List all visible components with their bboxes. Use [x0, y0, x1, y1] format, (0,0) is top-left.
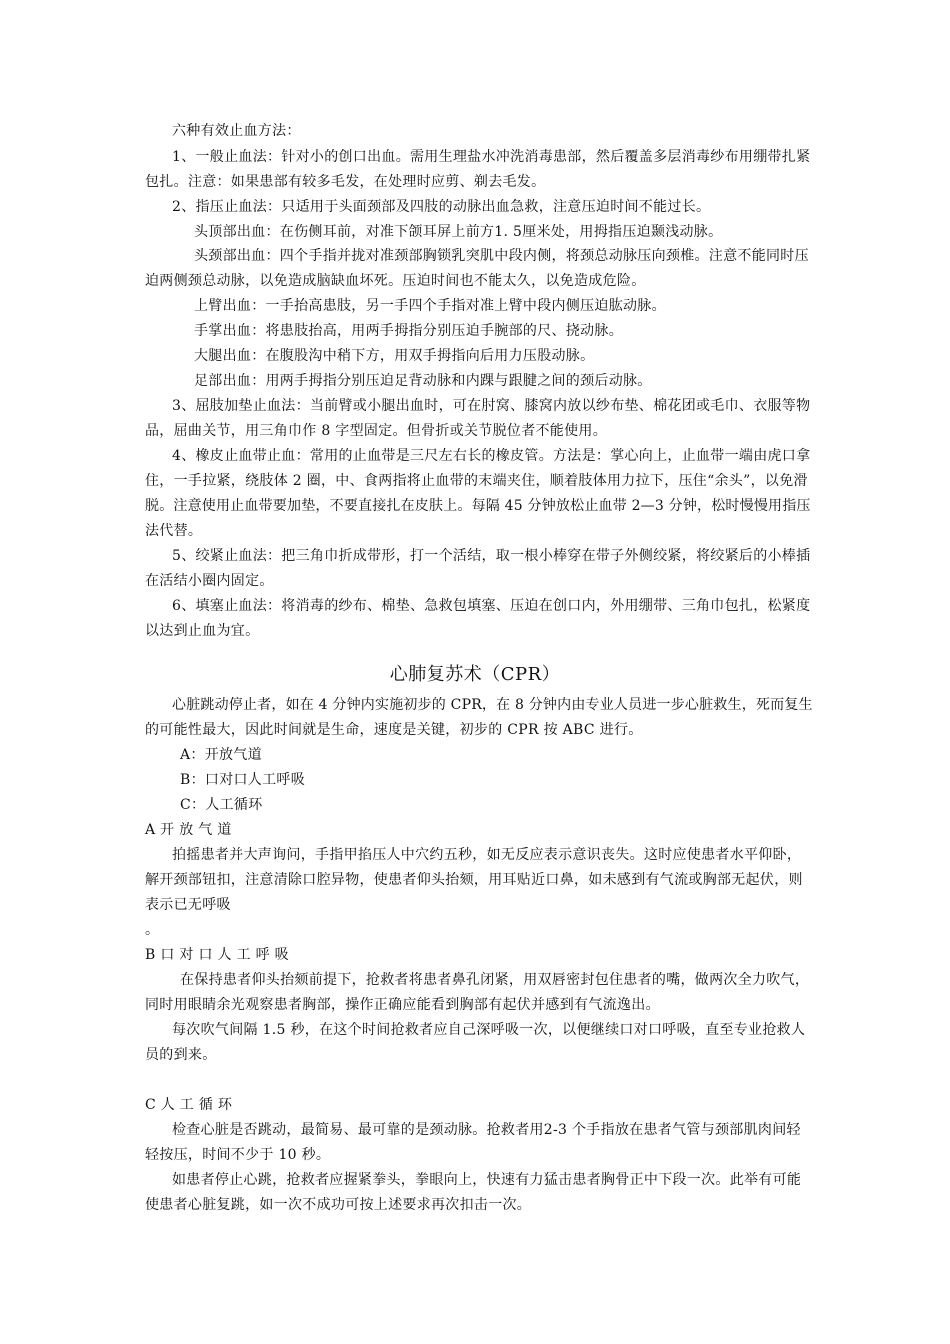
section-c-line-4: 使患者心脏复跳，如一次不成功可按上述要求再次扣击一次。 — [145, 1197, 532, 1213]
section-b-line-4: 员的到来。 — [145, 1047, 217, 1063]
cpr-list-b: B：口对口人工呼吸 — [180, 772, 305, 788]
section-a-line-3: 表示已无呼吸 — [145, 897, 231, 913]
hemostasis-heading: 六种有效止血方法： — [172, 123, 301, 139]
palm-bleeding: 手掌出血：将患肢抬高，用两手拇指分别压迫手腕部的尺、挠动脉。 — [194, 323, 623, 339]
section-b-line-1: 在保持患者仰头抬颏前提下，抢救者将患者鼻孔闭紧，用双唇密封包住患者的嘴，做两次全力吹气， — [180, 972, 810, 988]
cpr-intro-line-1: 心脏跳动停止者，如在 4 分钟内实施初步的 CPR，在 8 分钟内由专业人员进一步心脏救生，死而复生 — [172, 697, 813, 713]
method-1-line-2: 包扎。注意：如果患部有较多毛发，在处理时应剪、剃去毛发。 — [145, 174, 546, 190]
method-2-line: 2、指压止血法：只适用于头面颈部及四肢的动脉出血急救，注意压迫时间不能过长。 — [172, 199, 711, 215]
section-b-line-3: 每次吹气间隔 1.5 秒，在这个时间抢救者应自己深呼吸一次，以便继续口对口呼吸，直至专业抢救人 — [172, 1022, 806, 1038]
thigh-bleeding: 大腿出血：在腹股沟中稍下方，用双手拇指向后用力压股动脉。 — [194, 348, 595, 364]
section-a-line-2: 解开颈部钮扣，注意清除口腔异物，使患者仰头抬颏，用耳贴近口鼻，如未感到有气流或胸部无起伏，则 — [145, 872, 803, 888]
section-a-heading: A 开 放 气 道 — [145, 822, 232, 838]
method-4-line-4: 法代替。 — [145, 523, 203, 539]
section-c-line-2: 轻按压，时间不少于 10 秒。 — [145, 1147, 331, 1163]
method-3-line-2: 品，屈曲关节，用三角巾作 8 字型固定。但骨折或关节脱位者不能使用。 — [145, 423, 608, 439]
method-4-line-2: 住，一手拉紧，绕肢体 2 圈，中、食两指将止血带的末端夹住，顺着肢体用力拉下，压住“余头”，以免滑 — [145, 473, 808, 489]
foot-bleeding: 足部出血：用两手拇指分别压迫足背动脉和内踝与跟腱之间的颈后动脉。 — [194, 373, 652, 389]
method-4-line-3: 脱。注意使用止血带要加垫，不要直接扎在皮肤上。每隔 45 分钟放松止血带 2—3 分钟，松时慢慢用指压 — [145, 498, 811, 514]
method-5-line-1: 5、绞紧止血法：把三角巾折成带形，打一个活结，取一根小棒穿在带子外侧绞紧，将绞紧后的小棒插 — [172, 548, 811, 564]
method-6-line-2: 以达到止血为宜。 — [145, 623, 260, 639]
method-3-line-1: 3、屈肢加垫止血法：当前臂或小腿出血时，可在肘窝、膝窝内放以纱布垫、棉花团或毛巾、衣服等物 — [172, 398, 811, 414]
upper-arm-bleeding: 上臂出血：一手抬高患肢，另一手四个手指对准上臂中段内侧压迫肱动脉。 — [194, 298, 666, 314]
head-neck-bleeding-line-2: 迫两侧颈总动脉，以免造成脑缺血坏死。压迫时间也不能太久，以免造成危险。 — [145, 273, 646, 289]
section-b-heading: B 口 对 口 人 工 呼 吸 — [145, 947, 289, 963]
head-neck-bleeding-line-1: 头颈部出血：四个手指并拢对准颈部胸锁乳突肌中段内侧，将颈总动脉压向颈椎。注意不能同时压 — [194, 248, 809, 264]
cpr-list-a: A：开放气道 — [180, 747, 262, 763]
section-c-line-3: 如患者停止心跳，抢救者应握紧拳头，拳眼向上，快速有力猛击患者胸骨正中下段一次。此举有可能 — [172, 1172, 802, 1188]
section-a-line-4: 。 — [145, 922, 160, 938]
cpr-intro-line-2: 的可能性最大，因此时间就是生命，速度是关键，初步的 CPR 按 ABC 进行。 — [145, 722, 643, 738]
section-b-line-2: 同时用眼睛余光观察患者胸部，操作正确应能看到胸部有起伏并感到有气流逸出。 — [145, 997, 660, 1013]
cpr-list-c: C：人工循环 — [180, 797, 263, 813]
head-top-bleeding: 头顶部出血：在伤侧耳前，对准下颌耳屏上前方1. 5厘米处，用拇指压迫颞浅动脉。 — [194, 224, 723, 240]
method-5-line-2: 在活结小圈内固定。 — [145, 573, 274, 589]
section-c-line-1: 检查心脏是否跳动，最简易、最可靠的是颈动脉。抢救者用2-3 个手指放在患者气管与颈部肌肉间轻 — [172, 1122, 801, 1138]
method-1-line-1: 1、一般止血法：针对小的创口出血。需用生理盐水冲洗消毒患部，然后覆盖多层消毒纱布用绷带扎紧 — [172, 149, 811, 165]
section-c-heading: C 人 工 循 环 — [145, 1097, 233, 1113]
method-4-line-1: 4、橡皮止血带止血：常用的止血带是三尺左右长的橡皮管。方法是：掌心向上，止血带一端由虎口拿 — [172, 448, 811, 464]
section-a-line-1: 拍摇患者并大声询问，手指甲掐压人中穴约五秒，如无反应表示意识丧失。这时应使患者水平仰卧， — [172, 847, 802, 863]
cpr-title: 心肺复苏术（CPR） — [389, 664, 561, 685]
method-6-line-1: 6、填塞止血法：将消毒的纱布、棉垫、急救包填塞、压迫在创口内，外用绷带、三角巾包扎，松紧度 — [172, 598, 811, 614]
